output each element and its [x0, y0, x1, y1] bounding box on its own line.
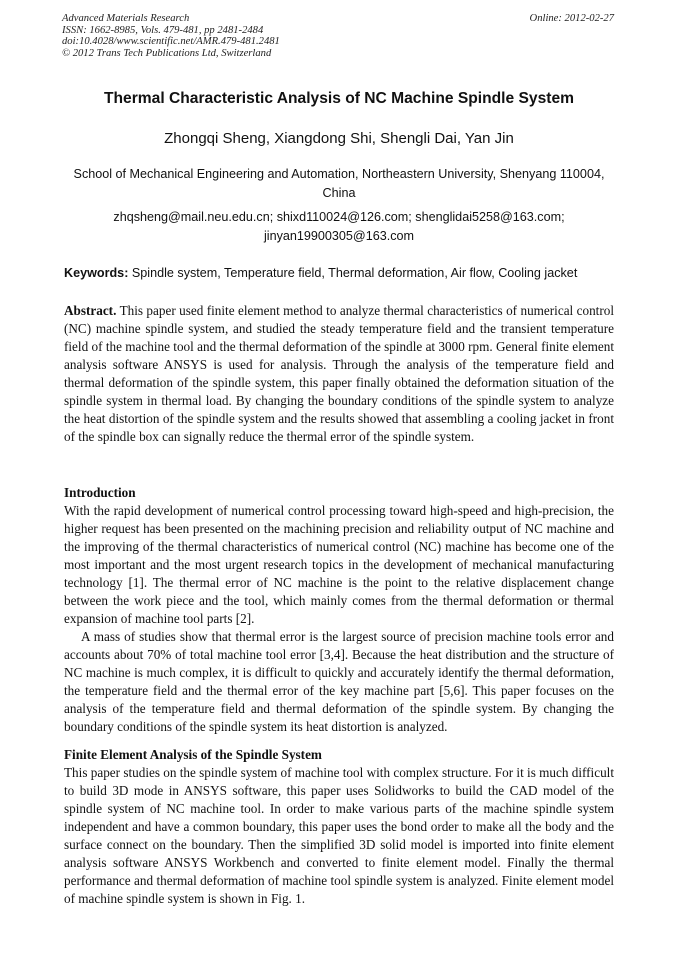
author-emails: zhqsheng@mail.neu.edu.cn; shixd110024@126.com; shenglidai5258@163.com; jinyan19900305@163.com	[113, 210, 565, 243]
keywords-label: Keywords:	[64, 266, 129, 280]
intro-paragraph-2: A mass of studies show that thermal error is the largest source of precision machine tools error and accounts about 70% of total machine tool error [3,4]. Because the heat distribution and the structure of NC machine is much complex, it is difficult to quickly and accurately identify the thermal deformation, the temperature field and the thermal error of the key machine part [5,6]. This paper focuses on the analysis of the temperature field and thermal deformation of the spindle system. By changing the boundary conditions of the spindle system its heat distortion is analyzed.	[64, 629, 614, 734]
fea-paragraph-1: This paper studies on the spindle system of machine tool with complex structure. For it is much difficult to build 3D mode in ANSYS software, this paper uses Solidworks to build the CAD model of the spindle system of NC machine tool. In order to make various parts of the machine spindle system independent and have a common boundary, this paper uses the bond order to make all the body and the surface connect on the boundary. Then the simplified 3D solid model is imported into finite element analysis software ANSYS Workbench and converted to finite element model. Finally the thermal performance and thermal deformation of machine tool spindle system is analyzed. Finite element model of machine spindle system is shown in Fig. 1.	[64, 765, 614, 906]
issn-line: ISSN: 1662-8985, Vols. 479-481, pp 2481-2484	[62, 24, 264, 36]
fea-body	[64, 764, 614, 908]
abstract-label: Abstract.	[64, 303, 117, 318]
online-date: Online: 2012-02-27	[529, 13, 614, 24]
copyright-line: © 2012 Trans Tech Publications Ltd, Switzerland	[62, 47, 272, 59]
author-list: Zhongqi Sheng, Xiangdong Shi, Shengli Dai, Yan Jin	[164, 130, 514, 147]
paper-title: Thermal Characteristic Analysis of NC Machine Spindle System	[104, 90, 574, 107]
journal-header	[62, 13, 280, 59]
keywords	[64, 264, 624, 282]
affiliation: School of Mechanical Engineering and Automation, Northeastern University, Shenyang 110004, China	[73, 167, 605, 200]
keywords-text: Spindle system, Temperature field, Thermal deformation, Air flow, Cooling jacket	[128, 266, 578, 280]
abstract	[64, 302, 614, 446]
introduction-body	[64, 502, 614, 736]
abstract-text: This paper used finite element method to analyze thermal characteristics of numerical control (NC) machine spindle system, and studied the steady temperature field and the transient temperature field of the machine tool and the thermal deformation of the spindle at 3000 rpm. General finite element analysis software ANSYS is used for analysis. Through the analysis of the temperature field and thermal deformation of the spindle system, this paper finally obtained the deformation situation of the spindle system in thermal load. By changing the boundary conditions of the spindle system to analyze the heat distortion of the spindle system and the results showed that assembling a cooling jacket in front of the spindle box can signally reduce the thermal error of the spindle system.	[64, 303, 614, 444]
journal-name: Advanced Materials Research	[62, 13, 190, 24]
intro-paragraph-1: With the rapid development of numerical control processing toward high-speed and high-precision, the higher request has been presented on the machining precision and reliability output of NC machine and the improving of the thermal characteristics of numerical control (NC) machine has become one of the most important and the most urgent research topics in the development of mechanical manufacturing technology [1]. The thermal error of NC machine is the point to the relative displacement change between the work piece and the tool, which mainly comes from the thermal deformation or thermal expansion of machine tool parts [2].	[64, 503, 614, 626]
doi-line: doi:10.4028/www.scientific.net/AMR.479-481.2481	[62, 36, 280, 48]
fea-heading: Finite Element Analysis of the Spindle System	[64, 747, 322, 762]
introduction-heading: Introduction	[64, 485, 136, 500]
